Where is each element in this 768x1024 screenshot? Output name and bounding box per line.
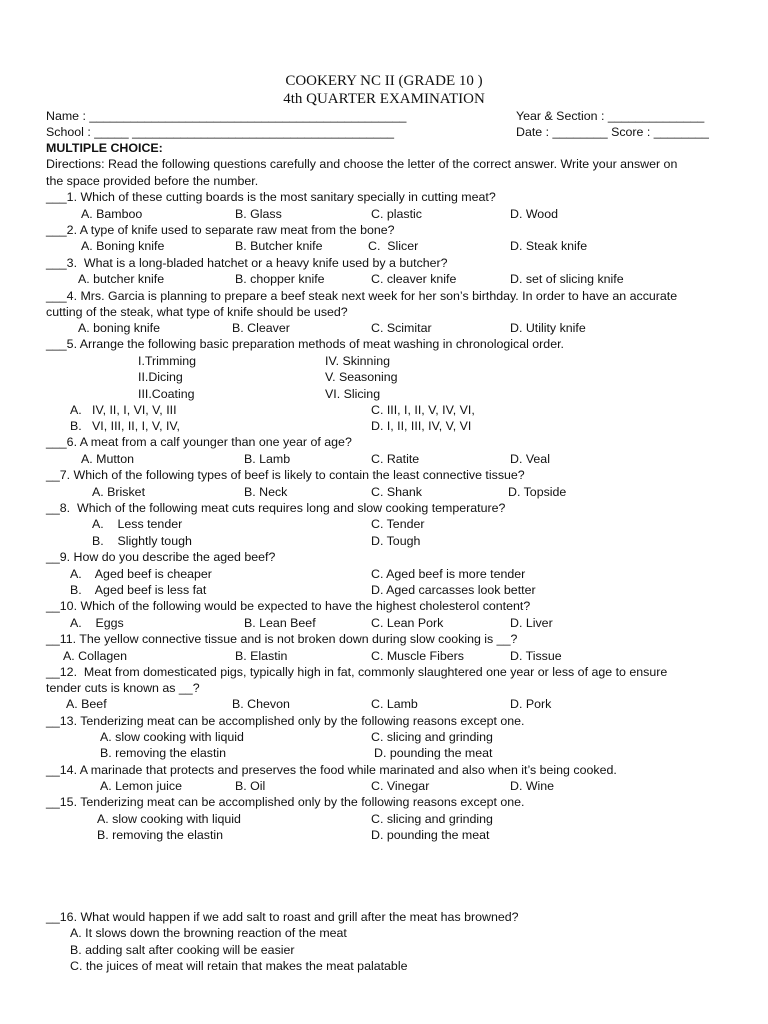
q2-option-b: B. Butcher knife (235, 239, 323, 253)
q9-option-d: D. Aged carcasses look better (371, 583, 536, 597)
q1-option-b: B. Glass (235, 207, 282, 221)
q11-option-c: C. Muscle Fibers (371, 649, 464, 663)
q7-option-c: C. Shank (371, 485, 422, 499)
question-1: ___1. Which of these cutting boards is the most sanitary specially in cutting meat? (46, 190, 496, 204)
q13-option-d: D. pounding the meat (374, 746, 493, 760)
q5-item-1: I.Trimming (138, 354, 197, 368)
q2-option-c: C. Slicer (368, 239, 419, 253)
question-9: __9. How do you describe the aged beef? (46, 550, 276, 564)
q13-option-c: C. slicing and grinding (371, 730, 493, 744)
q3-option-a: A. butcher knife (78, 272, 165, 286)
q10-option-a: A. Eggs (70, 616, 124, 630)
q4-option-d: D. Utility knife (510, 321, 586, 335)
q15-option-d: D. pounding the meat (371, 828, 490, 842)
question-16: __16. What would happen if we add salt to roast and grill after the meat has browned? (46, 910, 519, 924)
name-field[interactable]: Name : ______________________________________________ (46, 109, 407, 123)
q6-option-a: A. Mutton (81, 452, 135, 466)
q11-option-d: D. Tissue (510, 649, 562, 663)
question-4-cont: cutting of the steak, what type of knife should be used? (46, 305, 348, 319)
question-5: ___5. Arrange the following basic preparation methods of meat washing in chronological order. (46, 337, 564, 351)
q10-option-b: B. Lean Beef (244, 616, 316, 630)
q2-option-d: D. Steak knife (510, 239, 588, 253)
q13-option-a: A. slow cooking with liquid (100, 730, 244, 744)
q3-option-d: D. set of slicing knife (510, 272, 624, 286)
q15-option-b: B. removing the elastin (97, 828, 224, 842)
directions-line-1: Directions: Read the following questions carefully and choose the letter of the correct answer. Write your answer on (46, 157, 678, 171)
question-13: __13. Tenderizing meat can be accomplished only by the following reasons except one. (46, 714, 525, 728)
q14-option-a: A. Lemon juice (100, 779, 182, 793)
question-6: ___6. A meat from a calf younger than one year of age? (46, 435, 352, 449)
q5-item-6: VI. Slicing (325, 387, 381, 401)
exam-title: COOKERY NC II (GRADE 10 ) (285, 73, 483, 89)
q5-item-2: II.Dicing (138, 370, 183, 384)
school-field[interactable]: School : _____ ______________________________________ (46, 125, 394, 139)
q16-option-a: A. It slows down the browning reaction of the meat (70, 926, 347, 940)
q5-option-c: C. III, I, II, V, IV, VI, (371, 403, 475, 417)
q5-item-4: IV. Skinning (325, 354, 390, 368)
q14-option-c: C. Vinegar (371, 779, 430, 793)
question-15: __15. Tenderizing meat can be accomplished only by the following reasons except one. (46, 795, 525, 809)
q4-option-c: C. Scimitar (371, 321, 432, 335)
q5-item-3: III.Coating (138, 387, 195, 401)
q12-option-b: B. Chevon (232, 697, 290, 711)
q7-option-b: B. Neck (244, 485, 288, 499)
q11-option-b: B. Elastin (235, 649, 288, 663)
q5-item-5: V. Seasoning (325, 370, 398, 384)
q9-option-a: A. Aged beef is cheaper (70, 567, 212, 581)
q5-option-d: D. I, II, III, IV, V, VI (371, 419, 472, 433)
question-8: __8. Which of the following meat cuts requires long and slow cooking temperature? (46, 501, 506, 515)
question-4: ___4. Mrs. Garcia is planning to prepare a beef steak next week for her son’s birthday. In order to have an accurate (46, 289, 678, 303)
q3-option-c: C. cleaver knife (371, 272, 457, 286)
question-14: __14. A marinade that protects and preserves the food while marinated and also when it’s being cooked. (46, 763, 617, 777)
q13-option-b: B. removing the elastin (100, 746, 227, 760)
question-7: __7. Which of the following types of beef is likely to contain the least connective tissue? (46, 468, 525, 482)
date-score-field[interactable]: Date : ________ Score : ________ (516, 125, 709, 139)
q12-option-d: D. Pork (510, 697, 552, 711)
question-10: __10. Which of the following would be expected to have the highest cholesterol content? (46, 599, 531, 613)
q1-option-c: C. plastic (371, 207, 422, 221)
question-11: __11. The yellow connective tissue and is not broken down during slow cooking is __? (46, 632, 518, 646)
q8-option-b: B. Slightly tough (92, 534, 192, 548)
q9-option-c: C. Aged beef is more tender (371, 567, 526, 581)
q8-option-a: A. Less tender (92, 517, 183, 531)
q7-option-a: A. Brisket (92, 485, 146, 499)
q8-option-c: C. Tender (371, 517, 425, 531)
q7-option-d: D. Topside (508, 485, 567, 499)
question-12: __12. Meat from domesticated pigs, typically high in fat, commonly slaughtered one year or less of age to ensure (46, 665, 668, 679)
q5-option-a: A. IV, II, I, VI, V, III (70, 403, 177, 417)
q2-option-a: A. Boning knife (81, 239, 165, 253)
q4-option-a: A. boning knife (78, 321, 160, 335)
q10-option-c: C. Lean Pork (371, 616, 444, 630)
q16-option-c: C. the juices of meat will retain that makes the meat palatable (70, 959, 408, 973)
q6-option-b: B. Lamb (244, 452, 291, 466)
q11-option-a: A. Collagen (63, 649, 128, 663)
q9-option-b: B. Aged beef is less fat (70, 583, 207, 597)
exam-subtitle: 4th QUARTER EXAMINATION (283, 91, 485, 107)
section-heading: MULTIPLE CHOICE: (46, 141, 163, 155)
q6-option-d: D. Veal (510, 452, 550, 466)
q12-option-c: C. Lamb (371, 697, 418, 711)
question-2: ___2. A type of knife used to separate raw meat from the bone? (46, 223, 395, 237)
q1-option-a: A. Bamboo (81, 207, 143, 221)
question-12-cont: tender cuts is known as __? (46, 681, 200, 695)
q8-option-d: D. Tough (371, 534, 421, 548)
q4-option-b: B. Cleaver (232, 321, 290, 335)
q10-option-d: D. Liver (510, 616, 553, 630)
q16-option-b: B. adding salt after cooking will be easier (70, 943, 295, 957)
directions-line-2: the space provided before the number. (46, 174, 259, 188)
q1-option-d: D. Wood (510, 207, 558, 221)
q15-option-c: C. slicing and grinding (371, 812, 493, 826)
q12-option-a: A. Beef (66, 697, 107, 711)
q14-option-b: B. Oil (235, 779, 266, 793)
q5-option-b: B. VI, III, II, I, V, IV, (70, 419, 180, 433)
q15-option-a: A. slow cooking with liquid (97, 812, 241, 826)
year-section-field[interactable]: Year & Section : ______________ (516, 109, 705, 123)
q6-option-c: C. Ratite (371, 452, 420, 466)
question-3: ___3. What is a long-bladed hatchet or a heavy knife used by a butcher? (46, 256, 448, 270)
q3-option-b: B. chopper knife (235, 272, 325, 286)
q14-option-d: D. Wine (510, 779, 555, 793)
